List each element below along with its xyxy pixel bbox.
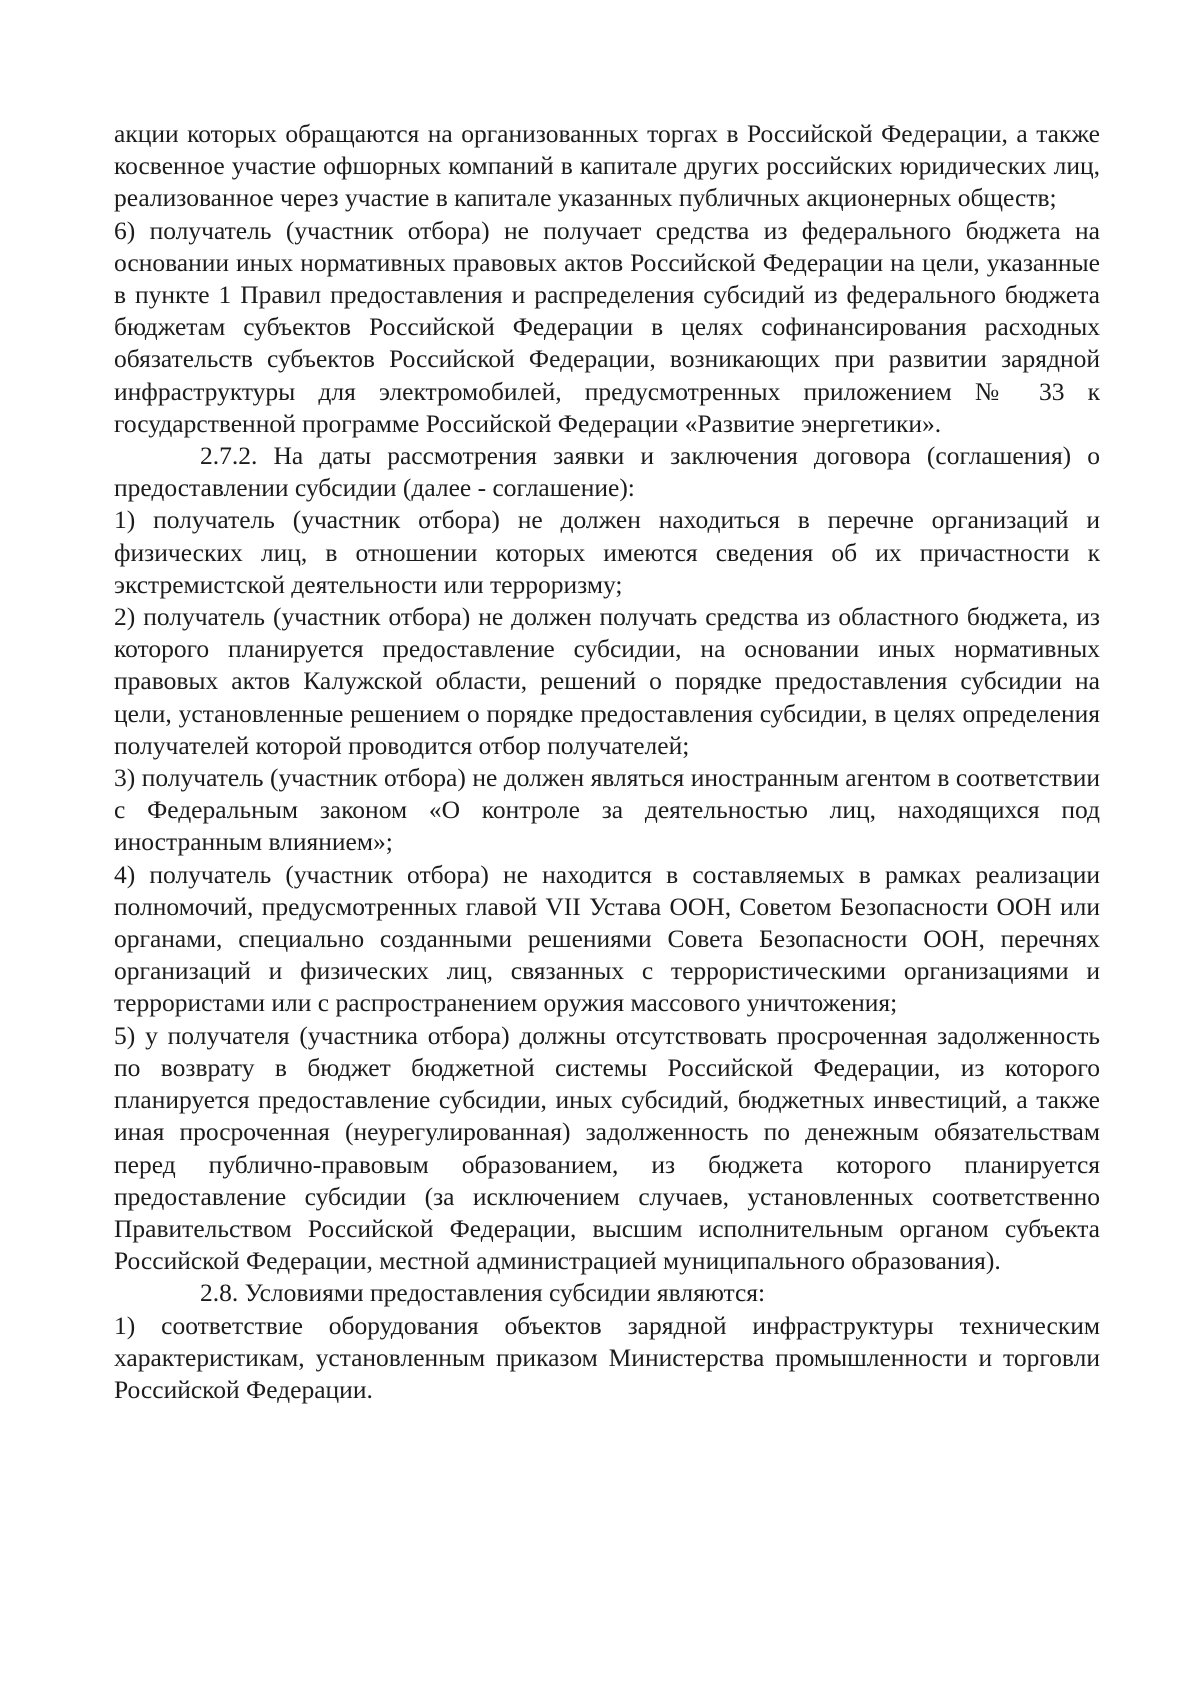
paragraph-item-3-foreign-agent: 3) получатель (участник отбора) не должен являться иностранным агентом в соответствии с Федеральным законом «О контроле за деятельностью лиц, находящихся под иностранным влиянием»; <box>114 763 1100 857</box>
paragraph-item-1-extremism: 1) получатель (участник отбора) не должен находиться в перечне организаций и физических лиц, в отношении которых имеются сведения об их причастности к экстремистской деятельности или терроризму; <box>114 505 1100 599</box>
paragraph-item-4-un-lists: 4) получатель (участник отбора) не находится в составляемых в рамках реализации полномочий, предусмотренных главой VII Устава ООН, Советом Безопасности ООН или органами, специально созданными решениями Совета Безопасности ООН, перечнях организаций и физических лиц, связанных с террористическими организациями и террористами или с распространением оружия массового уничтожения; <box>114 859 1100 1018</box>
paragraph-section-2-8: 2.8. Условиями предоставления субсидии являются: <box>200 1278 766 1308</box>
paragraph-continuation: акции которых обращаются на организованных торгах в Российской Федерации, а также косвенное участие офшорных компаний в капитале других российских юридических лиц, реализованное через участие в капитале указанных публичных акционерных обществ; <box>114 119 1100 213</box>
document-page <box>114 118 1100 1406</box>
paragraph-section-2-7-2: 2.7.2. На даты рассмотрения заявки и заключения договора (соглашения) о предоставлении субсидии (далее - соглашение): <box>114 441 1100 503</box>
paragraph-item-2-regional-budget: 2) получатель (участник отбора) не должен получать средства из областного бюджета, из которого планируется предоставление субсидии, на основании иных нормативных правовых актов Калужской области, решений о порядке предоставления субсидии на цели, установленные решением о порядке предоставления субсидии, в целях определения получателей которой проводится отбор получателей; <box>114 602 1100 760</box>
paragraph-condition-1: 1) соответствие оборудования объектов зарядной инфраструктуры техническим характеристикам, установленным приказом Министерства промышленности и торговли Российской Федерации. <box>114 1310 1100 1404</box>
paragraph-item-5-debt: 5) у получателя (участника отбора) должны отсутствовать просроченная задолженность по возврату в бюджет бюджетной системы Российской Федерации, из которого планируется предоставление субсидии, иных субсидий, бюджетных инвестиций, а также иная просроченная (неурегулированная) задолженность по денежным обязательствам перед публично-правовым образованием, из бюджета которого планируется предоставление субсидии (за исключением случаев, установленных соответственно Правительством Российской Федерации, высшим исполнительным органом субъекта Российской Федерации, местной администрацией муниципального образования). <box>114 1020 1100 1276</box>
paragraph-item-6: 6) получатель (участник отбора) не получает средства из федерального бюджета на основании иных нормативных правовых актов Российской Федерации на цели, указанные в пункте 1 Правил предоставления и распределения субсидий из федерального бюджета бюджетам субъектов Российской Федерации в целях софинансирования расходных обязательств субъектов Российской Федерации, возникающих при развитии зарядной инфраструктуры для электромобилей, предусмотренных приложением № 33 к государственной программе Российской Федерации «Развитие энергетики». <box>114 215 1100 438</box>
